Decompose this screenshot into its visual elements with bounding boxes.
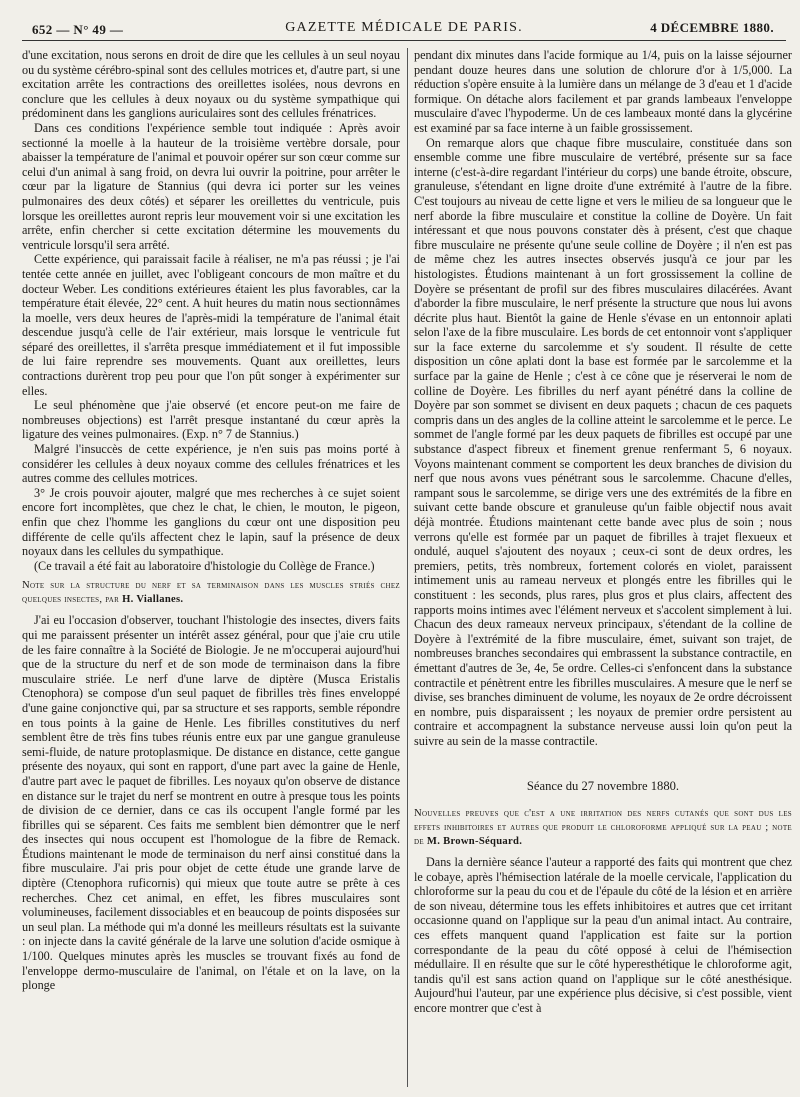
paragraph: Cette expérience, qui paraissait facile à réaliser, ne m'a pas réussi ; je l'ai tentée cette année en juillet, avec l'obligeant concours de mon maître et du docteur Weber. Les conditions extérieures étaient les plus favorables, car la température était élevée, 22° cent. A huit heures du matin nous sectionnâmes la moelle, vers deux heures de l'après-midi la température de l'animal était descendue jusqu'à celle de l'air extérieur, mais lorsque le ventricule fut séparé des oreillettes, il s'arrêta presque immédiatement et il fut impossible de lui faire reprendre ses mouvements. Quant aux oreillettes, leurs contractions durèrent trop peu pour que l'on pût songer à expérimenter sur elles. — [22, 252, 400, 398]
session-heading: Séance du 27 novembre 1880. — [526, 778, 680, 793]
left-column — [22, 48, 400, 1097]
issue-date: 4 DÉCEMBRE 1880. — [650, 20, 774, 35]
paragraph: 3° Je crois pouvoir ajouter, malgré que mes recherches à ce sujet soient encore fort incomplètes, que chez le chat, le chien, le mouton, le pigeon, enfin que chez l'homme les ganglions du cœur ont une disposition peu différente de celle qu'ils affectent chez le lapin, sauf la présence de deux noyaux dans les cellules du sympathique. — [22, 485, 400, 559]
paragraph: J'ai eu l'occasion d'observer, touchant l'histologie des insectes, divers faits qui me paraissent présenter un intérêt assez général, pour que j'aie cru utile de les faire connaître à la Société de Biologie. Je ne m'occuperai aujourd'hui que de la structure du nerf et de son mode de terminaison dans la fibre musculaire striée. Le nerf d'une larve de diptère (Musca Eristalis Ctenophora) se compose d'un seul paquet de fibrilles très fines enveloppé d'une gaine conjonctive qui, par sa structure et ses rapports, semble répondre en tous points à la gaine de Henle. Les fibrilles constitutives du nerf semblent être de très fins tubes réunis entre eux par une gangue granuleuse semi-fluide, de nature protoplasmique. De distance en distance, cette gangue présente des noyaux, qui sont en rapport, d'une part avec la gaine de Henle, d'autre part avec le paquet de fibrilles. Les noyaux qu'on observe de distance en distance sur le trajet du nerf se montrent en outre à presque tous les points de division de ce dernier, dans ce cas ils occupent l'angle formé par les fibrilles qui se séparent. Ces faits me semblent bien démontrer que le nerf des insectes qui nous occupent est l'homologue de la fibre de Remack. Étudions maintenant le mode de terminaison du nerf ainsi constitué dans la fibre musculaire. J'ai pris pour objet de cette étude une grande larve de diptère (Ctenophora ruficornis) qui mieux que toute autre se prête à ces recherches. Chez cet animal, en effet, les fibres musculaires sont volumineuses, facilement dissociables et en beaucoup de points disposées sur un seul plan. La méthode qui m'a donné les meilleurs résultats est la suivante : on injecte dans la cavité générale de la larve une solution d'acide osmique à 1/100. Quelques minutes après les muscles se trouvant fixés au fond de l'enveloppe dermo-musculaire de l'animal, on l'étale et on la lave, on la plonge — [22, 613, 400, 993]
paragraph: Malgré l'insuccès de cette expérience, je n'en suis pas moins porté à considérer les cellules à deux noyaux comme des cellules frénatrices et les autres comme des cellules motrices. — [22, 442, 400, 486]
journal-title: GAZETTE MÉDICALE DE PARIS. — [285, 20, 523, 35]
article-title: Nouvelles preuves que c'est a une irritation des nerfs cutanés que sont dus les effets inhibitoires et autres que produit le chloroforme appliqué sur la peau ; note de M. Brown-Séquard. — [414, 808, 792, 848]
paragraph: (Ce travail a été fait au laboratoire d'histologie du Collège de France.) — [34, 558, 375, 573]
paragraph: Le seul phénomène que j'aie observé (et encore peut-on me faire de nombreuses objections) est l'arrêt presque instantané du cœur après la ligature des veines pulmonaires. (Exp. n° 7 de Stannius.) — [22, 398, 400, 442]
article-author: M. Brown-Séquard. — [426, 836, 523, 848]
right-column — [414, 48, 792, 1097]
page-number: 652 — N° 49 — — [32, 22, 124, 37]
columns — [22, 48, 792, 1097]
article-title: Note sur la structure du nerf et sa terminaison dans les muscles striés chez quelques insectes, par H. Viallanes. — [22, 580, 400, 606]
paragraph: Dans ces conditions l'expérience semble tout indiquée : Après avoir sectionné la moelle à la hauteur de la troisième vertèbre dorsale, pour abaisser la température de l'animal et pouvoir opérer sur son cœur comme sur celui d'un animal à sang froid, on devra lui ouvrir la poitrine, pour arrêter le cœur par la ligature de Stannius (qui devra ici porter sur les veines pulmonaires des deux côtés) et séparer les oreillettes du ventricule, puis lorsque les oreillettes auront repris leur mouvement voir si une excitation les arrête, enfin chercher si cette excitation détermine les mouvements du ventricule lorsqu'il sera arrêté. — [22, 120, 400, 252]
article-author: H. Viallanes. — [122, 594, 184, 606]
paragraph: pendant dix minutes dans l'acide formique au 1/4, puis on la laisse séjourner pendant douze heures dans une solution de chlorure d'or à 1/5,000. La réduction s'opère ensuite à la lumière dans un mélange de 3 d'eau et 1 d'acide formique. On détache alors facilement et par grands lambeaux l'enveloppe musculaire d'avec l'hypoderme. Un de ces lambeaux monté dans la glycérine est examiné par sa face interne à un faible grossissement. — [414, 48, 792, 135]
paragraph: d'une excitation, nous serons en droit de dire que les cellules à un seul noyau ou du système cérébro-spinal sont des cellules motrices et, d'autre part, si une excitation arrête les contractions des oreillettes isolées, nous devrons en conclure que les cellules à deux noyaux ou du système sympathique qui prédominent dans les ganglions auriculaires sont des cellules frénatrices. — [22, 48, 400, 121]
page-header — [22, 14, 786, 41]
paragraph: Dans la dernière séance l'auteur a rapporté des faits qui montrent que chez le cobaye, après l'hémisection latérale de la moelle cervicale, l'application du chloroforme sur la peau du cou et de l'épaule du côté de la lésion et en arrière de son niveau, détermine tous les effets inhibitoires et autres que cet irritant occasionne quand on l'applique sur la peau d'un animal intact. Au contraire, ces effets manquent quand l'application est faite sur la portion correspondante de la peau du côté opposé à celui de l'hémisection médullaire. Il en résulte que sur le côté hyperesthétique le chloroforme agit, tandis qu'il est sans action quand on l'applique sur le côté anesthésique. Aujourd'hui l'auteur, par une expérience plus décisive, si c'est possible, vient encore montrer que c'est à — [414, 855, 792, 1016]
paragraph: On remarque alors que chaque fibre musculaire, constituée dans son ensemble comme une fibre musculaire de vertébré, présente sur sa face interne (c'est-à-dire regardant l'intérieur du corps) une bande étroite, obscure, granuleuse, s'étendant en ligne droite d'une extrémité à l'autre de la fibre. C'est toujours au niveau de cette ligne et vers le milieu de sa longueur que le nerf aborde la fibre musculaire et constitue la colline de Doyère. Un fait intéressant et que nous pouvons constater dès à présent, c'est que chaque fibre musculaire ne présente qu'une seule colline de Doyère ; il n'en est pas de même chez les autres insectes observés jusqu'à ce jour par les histologistes. Étudions maintenant à un fort grossissement la colline de Doyère se présentant de profil sur des fibres musculaires dilacérées. Avant d'aborder la fibre musculaire, le nerf présente la structure que nous lui avons décrite plus haut. Bientôt la gaine de Henle s'évase en un entonnoir aplati selon l'axe de la fibre musculaire. Les bords de cet entonnoir vont s'appliquer sur la face externe du sarcolemme et s'y soudent. Il résulte de cette disposition un cône aplati dont la base est formée par le sarcolemme et la surface par la gaine de Henle ; c'est à ce cône que je réserverai le nom de colline de Doyère. Les fibrilles du nerf ayant pénétré dans la colline de Doyère par son sommet se divisent en deux paquets ; chacun de ces paquets compris dans un des angles de la colline atteint le sarcolemme et le perce. Le sommet de l'angle formé par les deux paquets de fibrilles est occupé par une substance d'aspect fibreux et finement grenue renfermant 5, 6 noyaux. Voyons maintenant comment se comportent les deux branches de division du nerf que nous avons vues pénétrant sous le sarcolemme. Chacune d'elles, rampant sous le sarcolemme, se dirige vers une des extrémités de la fibre en suivant cette bande obscure et granuleuse qu'un faible objectif nous avait déjà montrée. Étudions maintenant cette bande avec plus de soin ; nous verrons qu'elle est formée par un paquet de fibrilles à trajet flexueux et ondulé, auquel s'ajoutent des noyaux ; ceux-ci sont de deux ordres, les premiers, petits, très nombreux, fortement colorés en violet, paraissent intimement unis au rameau nerveux et plongés entre les fibrilles qui le constituent : les seconds, plus rares, plus gros et plus clairs, affectent des rapports moins intimes avec l'élément nerveux et s'accolent simplement à lui. Chacun des deux rameaux nerveux principaux, s'étendant de la colline de Doyère à l'extrémité de la fibre musculaire, émet, suivant son trajet, de nombreuses branches secondaires qui embrassent la substance contractile, en émettant d'autres de 3e, 4e, 5e ordre. Celles-ci s'enfoncent dans la substance contractile et pénètrent entre les fibrilles musculaires. A mesure que le nerf se divise, ses branches diminuent de volume, les noyaux de 2e ordre décroissent en nombre, puis disparaissent ; les noyaux de premier ordre persistent au contraire et accompagnent la substance nerveuse aussi loin qu'on peut la suivre au sein de la masse contractile. — [414, 135, 792, 748]
